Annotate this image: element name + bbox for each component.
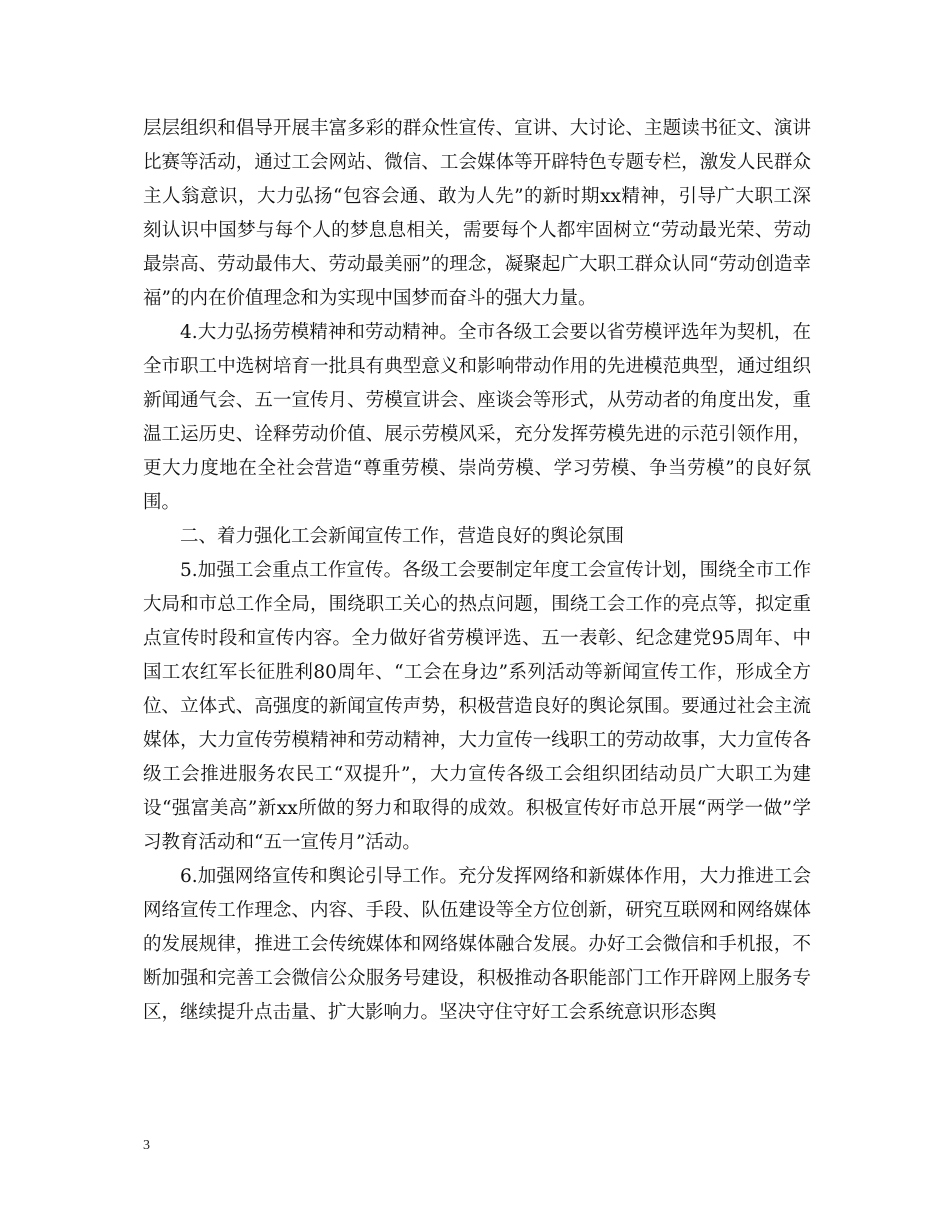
document-body (143, 112, 811, 1030)
paragraph-item-5: 5.加强工会重点工作宣传。各级工会要制定年度工会宣传计划，围绕全市工作大局和市总工作全局，围绕职工关心的热点问题，围绕工会工作的亮点等，拟定重点宣传时段和宣传内容。全力做好省劳模评选、五一表彰、纪念建党95周年、中国工农红军长征胜利80周年、“工会在身边”系列活动等新闻宣传工作，形成全方位、立体式、高强度的新闻宣传声势，积极营造良好的舆论氛围。要通过社会主流媒体，大力宣传劳模精神和劳动精神，大力宣传一线职工的劳动故事，大力宣传各级工会推进服务农民工“双提升”，大力宣传各级工会组织团结动员广大职工为建设“强富美高”新xx所做的努力和取得的成效。积极宣传好市总开展“两学一做”学习教育活动和“五一宣传月”活动。 (143, 560, 811, 853)
section-heading-2: 二、着力强化工会新闻宣传工作，营造良好的舆论氛围 (180, 526, 625, 547)
paragraph-continued: 层层组织和倡导开展丰富多彩的群众性宣传、宣讲、大讨论、主题读书征文、演讲比赛等活动，通过工会网站、微信、工会媒体等开辟特色专题专栏，激发人民群众主人翁意识，大力弘扬“包容会通、敢为人先”的新时期xx精神，引导广大职工深刻认识中国梦与每个人的梦息息相关，需要每个人都牢固树立“劳动最光荣、劳动最崇高、劳动最伟大、劳动最美丽”的理念，凝聚起广大职工群众认同“劳动创造幸福”的内在价值理念和为实现中国梦而奋斗的强大力量。 (143, 118, 811, 309)
page-number: 3 (143, 1138, 150, 1153)
paragraph-item-6: 6.加强网络宣传和舆论引导工作。充分发挥网络和新媒体作用，大力推进工会网络宣传工作理念、内容、手段、队伍建设等全方位创新，研究互联网和网络媒体的发展规律，推进工会传统媒体和网络媒体融合发展。办好工会微信和手机报，不断加强和完善工会微信公众服务号建设，积极推动各职能部门工作开辟网上服务专区，继续提升点击量、扩大影响力。坚决守住守好工会系统意识形态舆 (143, 866, 811, 1023)
paragraph-item-4: 4.大力弘扬劳模精神和劳动精神。全市各级工会要以省劳模评选年为契机，在全市职工中选树培育一批具有典型意义和影响带动作用的先进模范典型，通过组织新闻通气会、五一宣传月、劳模宣讲会、座谈会等形式，从劳动者的角度出发，重温工运历史、诠释劳动价值、展示劳模风采，充分发挥劳模先进的示范引领作用，更大力度地在全社会营造“尊重劳模、崇尚劳模、学习劳模、争当劳模”的良好氛围。 (143, 322, 811, 513)
